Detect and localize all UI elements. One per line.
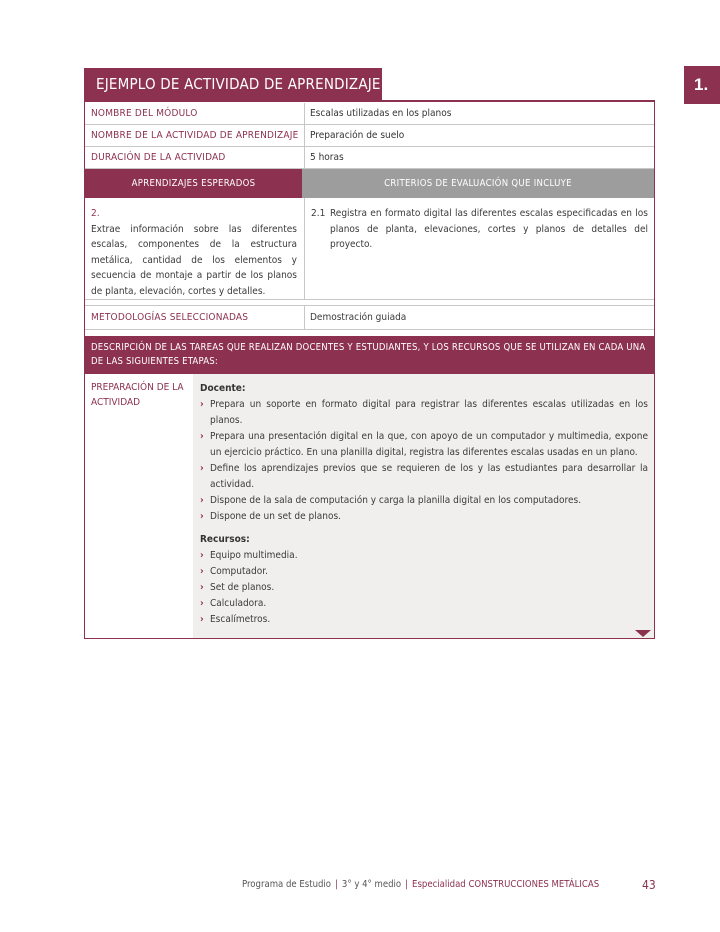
docente-item: › Define los aprendizajes previos que se requieren de los y las estudiantes para desarrollar la actividad. <box>200 461 648 493</box>
criterion-text: Registra en formato digital las diferentes escalas especificadas en los planos de planta, elevaciones, cortes y planos de detalles del proyecto. <box>330 208 648 250</box>
chapter-number: 1. <box>684 66 720 104</box>
footer-text <box>242 879 599 890</box>
learning-text: Extrae información sobre las diferentes escalas, componentes de la estructura metálica, cantidad de los elementos y secuencia de montaje a partir de los planos de planta, elevación, cortes y detalles. <box>91 223 297 297</box>
preparation-body <box>193 374 654 638</box>
activity-name-value: Preparación de suelo <box>304 125 654 146</box>
preparation-row <box>85 374 654 638</box>
recurso-item: › Calculadora. <box>200 596 648 612</box>
expected-learning-header: APRENDIZAJES ESPERADOS <box>85 169 302 198</box>
criterion-item <box>311 206 648 253</box>
module-name-label: NOMBRE DEL MÓDULO <box>91 108 198 119</box>
recursos-list <box>200 548 648 628</box>
page-footer <box>0 879 720 895</box>
docente-item: › Prepara un soporte en formato digital para registrar las diferentes escalas utilizadas en los planos. <box>200 397 648 429</box>
module-name-value: Escalas utilizadas en los planos <box>304 103 654 124</box>
docente-title: Docente: <box>200 383 246 394</box>
recurso-item: › Escalímetros. <box>200 612 648 628</box>
docente-item: › Prepara una presentación digital en la que, con apoyo de un computador y multimedia, expone un ejercicio práctico. En una planilla digital, registra las diferentes escalas usadas en un plano. <box>200 429 648 461</box>
footer-program: Programa de Estudio <box>242 879 332 890</box>
activity-title: EJEMPLO DE ACTIVIDAD DE APRENDIZAJE <box>84 68 382 102</box>
activity-name-row <box>85 125 654 147</box>
footer-separator: | <box>405 879 409 890</box>
methodology-row <box>85 305 654 330</box>
preparation-label: PREPARACIÓN DE LA ACTIVIDAD <box>85 374 193 638</box>
footer-level: 3° y 4° medio <box>341 879 402 890</box>
duration-row <box>85 147 654 169</box>
duration-value: 5 horas <box>304 147 654 168</box>
recurso-item: › Set de planos. <box>200 580 648 596</box>
activity-name-label: NOMBRE DE LA ACTIVIDAD DE APRENDIZAJE <box>91 130 299 141</box>
expected-learning-cell <box>85 198 303 299</box>
criteria-header: CRITERIOS DE EVALUACIÓN QUE INCLUYE <box>302 169 654 198</box>
methodology-label: METODOLOGÍAS SELECCIONADAS <box>91 312 249 323</box>
recurso-item: › Equipo multimedia. <box>200 548 648 564</box>
criterion-number: 2.1 <box>311 208 326 219</box>
learning-row <box>85 198 654 300</box>
docente-item: › Dispone de un set de planos. <box>200 509 648 525</box>
continue-down-arrow-icon <box>635 630 651 637</box>
criteria-cell <box>304 198 654 299</box>
footer-specialty: Especialidad CONSTRUCCIONES METÁLICAS <box>412 879 600 890</box>
columns-header <box>85 169 654 198</box>
duration-label: DURACIÓN DE LA ACTIVIDAD <box>91 152 226 163</box>
recursos-title: Recursos: <box>200 534 250 545</box>
methodology-value: Demostración guiada <box>304 306 654 329</box>
description-header: DESCRIPCIÓN DE LAS TAREAS QUE REALIZAN DOCENTES Y ESTUDIANTES, Y LOS RECURSOS QUE SE UTILIZAN EN CADA UNA DE LAS SIGUIENTES ETAPAS: <box>85 336 654 374</box>
learning-number: 2. <box>91 208 100 219</box>
docente-list <box>200 397 648 525</box>
page-number: 43 <box>642 878 656 892</box>
recurso-item: › Computador. <box>200 564 648 580</box>
docente-item: › Dispone de la sala de computación y carga la planilla digital en los computadores. <box>200 493 648 509</box>
footer-separator: | <box>335 879 338 890</box>
module-name-row <box>85 103 654 125</box>
